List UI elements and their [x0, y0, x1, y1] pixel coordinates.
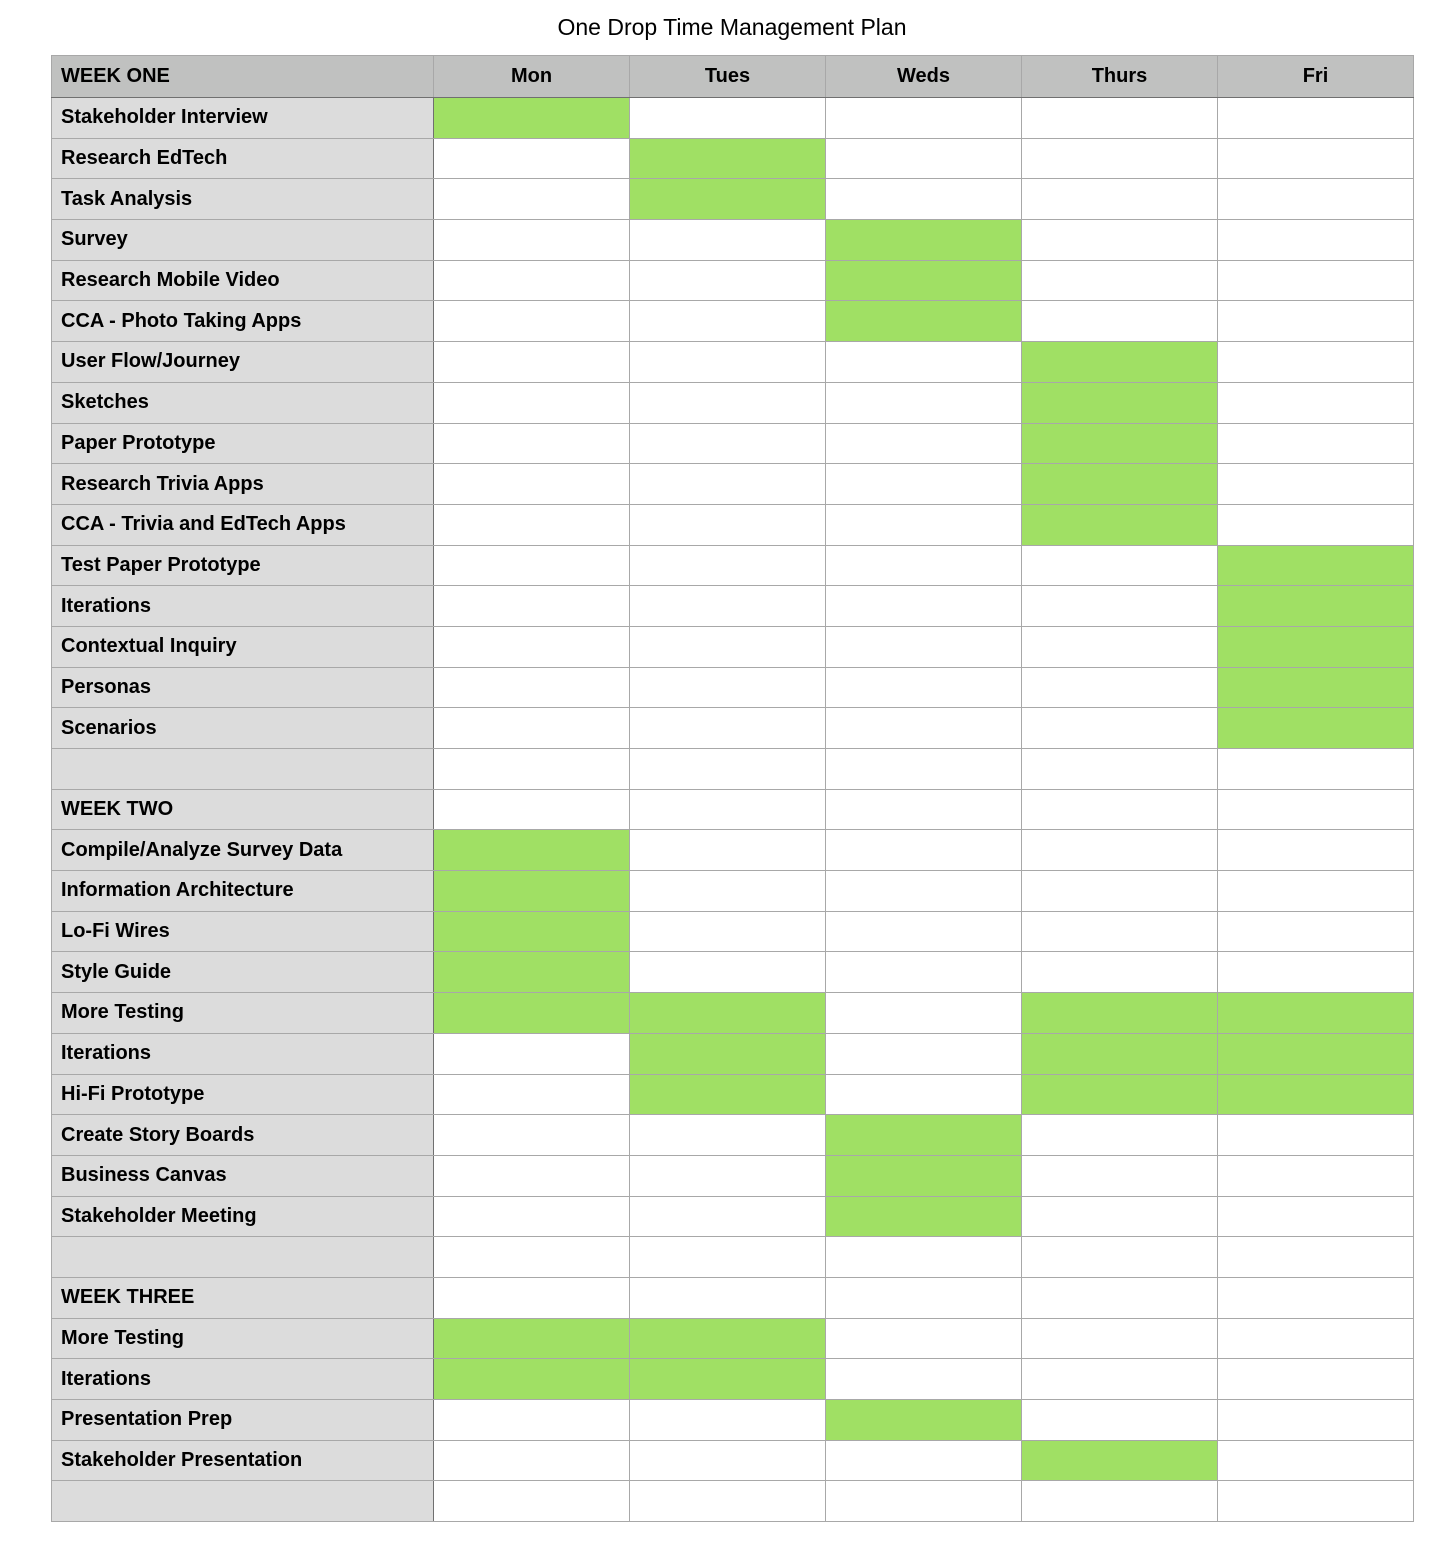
table-row — [52, 1115, 1414, 1156]
empty-cell-thurs[interactable] — [1022, 667, 1218, 708]
scheduled-cell-mon[interactable] — [434, 871, 630, 912]
empty-cell-fri[interactable] — [1218, 952, 1414, 993]
empty-cell-fri[interactable] — [1218, 1318, 1414, 1359]
empty-cell-tues[interactable] — [630, 1440, 826, 1481]
empty-cell-tues[interactable] — [630, 1196, 826, 1237]
empty-cell-tues[interactable] — [630, 708, 826, 749]
scheduled-cell-mon[interactable] — [434, 830, 630, 871]
schedule-table — [51, 55, 1414, 1522]
empty-cell-tues[interactable] — [630, 586, 826, 627]
table-row — [52, 423, 1414, 464]
task-label-cell[interactable]: Paper Prototype — [52, 423, 434, 464]
scheduled-cell-fri[interactable] — [1218, 1074, 1414, 1115]
task-label-cell[interactable]: Research Trivia Apps — [52, 464, 434, 505]
empty-cell-weds[interactable] — [826, 667, 1022, 708]
task-label-cell[interactable]: CCA - Trivia and EdTech Apps — [52, 504, 434, 545]
scheduled-cell-tues[interactable] — [630, 179, 826, 220]
empty-cell-mon[interactable] — [434, 749, 630, 790]
empty-cell-thurs[interactable] — [1022, 1115, 1218, 1156]
empty-cell-tues[interactable] — [630, 1237, 826, 1278]
scheduled-cell-mon[interactable] — [434, 1359, 630, 1400]
empty-cell-thurs[interactable] — [1022, 1481, 1218, 1522]
scheduled-cell-thurs[interactable] — [1022, 342, 1218, 383]
task-label-cell[interactable] — [52, 749, 434, 790]
empty-cell-mon[interactable] — [434, 179, 630, 220]
scheduled-cell-mon[interactable] — [434, 993, 630, 1034]
empty-cell-weds[interactable] — [826, 586, 1022, 627]
empty-cell-mon[interactable] — [434, 1033, 630, 1074]
table-row — [52, 1277, 1414, 1318]
task-label-cell[interactable]: Contextual Inquiry — [52, 626, 434, 667]
scheduled-cell-thurs[interactable] — [1022, 1074, 1218, 1115]
empty-cell-thurs[interactable] — [1022, 911, 1218, 952]
empty-cell-thurs[interactable] — [1022, 220, 1218, 261]
table-row — [52, 1359, 1414, 1400]
scheduled-cell-weds[interactable] — [826, 1400, 1022, 1441]
scheduled-cell-fri[interactable] — [1218, 993, 1414, 1034]
empty-cell-thurs[interactable] — [1022, 179, 1218, 220]
empty-cell-tues[interactable] — [630, 504, 826, 545]
schedule-body — [52, 98, 1414, 1522]
task-label-cell[interactable]: Personas — [52, 667, 434, 708]
table-row — [52, 830, 1414, 871]
empty-cell-fri[interactable] — [1218, 830, 1414, 871]
empty-cell-thurs[interactable] — [1022, 1196, 1218, 1237]
empty-cell-fri[interactable] — [1218, 871, 1414, 912]
empty-cell-weds[interactable] — [826, 993, 1022, 1034]
table-row — [52, 1196, 1414, 1237]
empty-cell-fri[interactable] — [1218, 342, 1414, 383]
task-label-cell[interactable]: Stakeholder Interview — [52, 98, 434, 139]
table-row — [52, 911, 1414, 952]
empty-cell-weds[interactable] — [826, 1318, 1022, 1359]
empty-cell-tues[interactable] — [630, 1277, 826, 1318]
empty-cell-fri[interactable] — [1218, 789, 1414, 830]
empty-cell-tues[interactable] — [630, 667, 826, 708]
table-row — [52, 545, 1414, 586]
empty-cell-weds[interactable] — [826, 911, 1022, 952]
scheduled-cell-thurs[interactable] — [1022, 464, 1218, 505]
empty-cell-tues[interactable] — [630, 749, 826, 790]
table-row — [52, 1481, 1414, 1522]
empty-cell-weds[interactable] — [826, 1481, 1022, 1522]
empty-cell-thurs[interactable] — [1022, 626, 1218, 667]
header-cell-thurs[interactable]: Thurs — [1022, 56, 1218, 98]
scheduled-cell-tues[interactable] — [630, 1074, 826, 1115]
empty-cell-weds[interactable] — [826, 545, 1022, 586]
table-row — [52, 586, 1414, 627]
scheduled-cell-fri[interactable] — [1218, 545, 1414, 586]
task-label-cell[interactable]: Lo-Fi Wires — [52, 911, 434, 952]
empty-cell-tues[interactable] — [630, 952, 826, 993]
scheduled-cell-tues[interactable] — [630, 993, 826, 1034]
scheduled-cell-weds[interactable] — [826, 1196, 1022, 1237]
scheduled-cell-thurs[interactable] — [1022, 504, 1218, 545]
table-row — [52, 749, 1414, 790]
header-cell-fri[interactable]: Fri — [1218, 56, 1414, 98]
task-label-cell[interactable]: Information Architecture — [52, 871, 434, 912]
scheduled-cell-thurs[interactable] — [1022, 1440, 1218, 1481]
empty-cell-mon[interactable] — [434, 1196, 630, 1237]
empty-cell-thurs[interactable] — [1022, 138, 1218, 179]
empty-cell-fri[interactable] — [1218, 464, 1414, 505]
scheduled-cell-fri[interactable] — [1218, 667, 1414, 708]
table-row — [52, 667, 1414, 708]
task-label-cell[interactable]: Iterations — [52, 1359, 434, 1400]
table-row — [52, 1400, 1414, 1441]
scheduled-cell-mon[interactable] — [434, 98, 630, 139]
table-row — [52, 220, 1414, 261]
empty-cell-mon[interactable] — [434, 586, 630, 627]
empty-cell-tues[interactable] — [630, 342, 826, 383]
empty-cell-mon[interactable] — [434, 1115, 630, 1156]
empty-cell-fri[interactable] — [1218, 98, 1414, 139]
empty-cell-mon[interactable] — [434, 1074, 630, 1115]
empty-cell-weds[interactable] — [826, 1359, 1022, 1400]
empty-cell-weds[interactable] — [826, 789, 1022, 830]
empty-cell-mon[interactable] — [434, 342, 630, 383]
task-label-cell[interactable]: Iterations — [52, 1033, 434, 1074]
task-label-cell[interactable]: WEEK THREE — [52, 1277, 434, 1318]
table-row — [52, 464, 1414, 505]
empty-cell-thurs[interactable] — [1022, 749, 1218, 790]
empty-cell-thurs[interactable] — [1022, 545, 1218, 586]
empty-cell-mon[interactable] — [434, 301, 630, 342]
task-label-cell[interactable] — [52, 1237, 434, 1278]
empty-cell-thurs[interactable] — [1022, 871, 1218, 912]
empty-cell-thurs[interactable] — [1022, 260, 1218, 301]
empty-cell-mon[interactable] — [434, 504, 630, 545]
scheduled-cell-fri[interactable] — [1218, 708, 1414, 749]
empty-cell-weds[interactable] — [826, 1033, 1022, 1074]
empty-cell-fri[interactable] — [1218, 1277, 1414, 1318]
scheduled-cell-tues[interactable] — [630, 1318, 826, 1359]
task-label-cell[interactable]: WEEK TWO — [52, 789, 434, 830]
task-label-cell[interactable]: Hi-Fi Prototype — [52, 1074, 434, 1115]
empty-cell-fri[interactable] — [1218, 1481, 1414, 1522]
empty-cell-tues[interactable] — [630, 1400, 826, 1441]
scheduled-cell-thurs[interactable] — [1022, 1033, 1218, 1074]
table-row — [52, 1440, 1414, 1481]
empty-cell-weds[interactable] — [826, 871, 1022, 912]
empty-cell-tues[interactable] — [630, 871, 826, 912]
task-label-cell[interactable]: Survey — [52, 220, 434, 261]
empty-cell-weds[interactable] — [826, 504, 1022, 545]
empty-cell-fri[interactable] — [1218, 749, 1414, 790]
task-label-cell[interactable]: CCA - Photo Taking Apps — [52, 301, 434, 342]
empty-cell-thurs[interactable] — [1022, 1155, 1218, 1196]
task-label-cell[interactable]: Stakeholder Meeting — [52, 1196, 434, 1237]
empty-cell-fri[interactable] — [1218, 220, 1414, 261]
empty-cell-thurs[interactable] — [1022, 952, 1218, 993]
empty-cell-weds[interactable] — [826, 382, 1022, 423]
empty-cell-weds[interactable] — [826, 464, 1022, 505]
empty-cell-fri[interactable] — [1218, 504, 1414, 545]
scheduled-cell-weds[interactable] — [826, 1155, 1022, 1196]
empty-cell-tues[interactable] — [630, 220, 826, 261]
header-cell-weds[interactable]: Weds — [826, 56, 1022, 98]
task-label-cell[interactable]: Research Mobile Video — [52, 260, 434, 301]
scheduled-cell-tues[interactable] — [630, 1033, 826, 1074]
empty-cell-weds[interactable] — [826, 1074, 1022, 1115]
empty-cell-weds[interactable] — [826, 179, 1022, 220]
empty-cell-thurs[interactable] — [1022, 1237, 1218, 1278]
empty-cell-thurs[interactable] — [1022, 830, 1218, 871]
scheduled-cell-tues[interactable] — [630, 138, 826, 179]
scheduled-cell-mon[interactable] — [434, 952, 630, 993]
empty-cell-tues[interactable] — [630, 1481, 826, 1522]
task-label-cell[interactable]: Test Paper Prototype — [52, 545, 434, 586]
table-row — [52, 708, 1414, 749]
scheduled-cell-thurs[interactable] — [1022, 382, 1218, 423]
empty-cell-weds[interactable] — [826, 342, 1022, 383]
empty-cell-tues[interactable] — [630, 1155, 826, 1196]
table-row — [52, 260, 1414, 301]
table-row — [52, 789, 1414, 830]
table-row — [52, 301, 1414, 342]
table-row — [52, 1318, 1414, 1359]
empty-cell-mon[interactable] — [434, 220, 630, 261]
table-row — [52, 952, 1414, 993]
task-label-cell[interactable]: More Testing — [52, 1318, 434, 1359]
scheduled-cell-mon[interactable] — [434, 911, 630, 952]
empty-cell-fri[interactable] — [1218, 179, 1414, 220]
empty-cell-fri[interactable] — [1218, 423, 1414, 464]
scheduled-cell-mon[interactable] — [434, 1318, 630, 1359]
empty-cell-weds[interactable] — [826, 830, 1022, 871]
task-label-cell[interactable]: Research EdTech — [52, 138, 434, 179]
scheduled-cell-fri[interactable] — [1218, 626, 1414, 667]
empty-cell-thurs[interactable] — [1022, 1359, 1218, 1400]
scheduled-cell-weds[interactable] — [826, 1115, 1022, 1156]
scheduled-cell-weds[interactable] — [826, 301, 1022, 342]
empty-cell-fri[interactable] — [1218, 1115, 1414, 1156]
empty-cell-mon[interactable] — [434, 138, 630, 179]
task-label-cell[interactable]: Business Canvas — [52, 1155, 434, 1196]
empty-cell-tues[interactable] — [630, 911, 826, 952]
empty-cell-mon[interactable] — [434, 545, 630, 586]
empty-cell-weds[interactable] — [826, 1440, 1022, 1481]
task-label-cell[interactable]: Sketches — [52, 382, 434, 423]
header-row — [52, 56, 1414, 98]
empty-cell-fri[interactable] — [1218, 1359, 1414, 1400]
empty-cell-tues[interactable] — [630, 260, 826, 301]
empty-cell-tues[interactable] — [630, 301, 826, 342]
empty-cell-weds[interactable] — [826, 749, 1022, 790]
task-label-cell[interactable]: Create Story Boards — [52, 1115, 434, 1156]
task-label-cell[interactable]: Presentation Prep — [52, 1400, 434, 1441]
table-row — [52, 179, 1414, 220]
empty-cell-mon[interactable] — [434, 708, 630, 749]
scheduled-cell-fri[interactable] — [1218, 1033, 1414, 1074]
empty-cell-thurs[interactable] — [1022, 1318, 1218, 1359]
empty-cell-weds[interactable] — [826, 952, 1022, 993]
scheduled-cell-weds[interactable] — [826, 220, 1022, 261]
table-row — [52, 138, 1414, 179]
empty-cell-thurs[interactable] — [1022, 789, 1218, 830]
empty-cell-mon[interactable] — [434, 1237, 630, 1278]
empty-cell-weds[interactable] — [826, 708, 1022, 749]
task-label-cell[interactable]: Scenarios — [52, 708, 434, 749]
empty-cell-tues[interactable] — [630, 423, 826, 464]
empty-cell-fri[interactable] — [1218, 382, 1414, 423]
page-title: One Drop Time Management Plan — [557, 14, 907, 40]
empty-cell-fri[interactable] — [1218, 138, 1414, 179]
empty-cell-thurs[interactable] — [1022, 98, 1218, 139]
empty-cell-weds[interactable] — [826, 423, 1022, 464]
table-row — [52, 1237, 1414, 1278]
table-row — [52, 342, 1414, 383]
header-cell-week[interactable]: WEEK ONE — [52, 56, 434, 98]
task-label-cell[interactable]: More Testing — [52, 993, 434, 1034]
empty-cell-tues[interactable] — [630, 464, 826, 505]
empty-cell-tues[interactable] — [630, 1115, 826, 1156]
table-row — [52, 382, 1414, 423]
table-row — [52, 993, 1414, 1034]
empty-cell-thurs[interactable] — [1022, 1277, 1218, 1318]
scheduled-cell-fri[interactable] — [1218, 586, 1414, 627]
empty-cell-thurs[interactable] — [1022, 1400, 1218, 1441]
empty-cell-fri[interactable] — [1218, 301, 1414, 342]
empty-cell-tues[interactable] — [630, 830, 826, 871]
scheduled-cell-tues[interactable] — [630, 1359, 826, 1400]
table-row — [52, 871, 1414, 912]
empty-cell-thurs[interactable] — [1022, 708, 1218, 749]
empty-cell-weds[interactable] — [826, 138, 1022, 179]
empty-cell-mon[interactable] — [434, 667, 630, 708]
task-label-cell[interactable]: User Flow/Journey — [52, 342, 434, 383]
empty-cell-mon[interactable] — [434, 1155, 630, 1196]
empty-cell-fri[interactable] — [1218, 1237, 1414, 1278]
empty-cell-mon[interactable] — [434, 423, 630, 464]
header-cell-tues[interactable]: Tues — [630, 56, 826, 98]
empty-cell-mon[interactable] — [434, 260, 630, 301]
scheduled-cell-thurs[interactable] — [1022, 993, 1218, 1034]
empty-cell-weds[interactable] — [826, 98, 1022, 139]
table-row — [52, 504, 1414, 545]
empty-cell-fri[interactable] — [1218, 1400, 1414, 1441]
empty-cell-mon[interactable] — [434, 1400, 630, 1441]
empty-cell-fri[interactable] — [1218, 260, 1414, 301]
scheduled-cell-thurs[interactable] — [1022, 423, 1218, 464]
table-row — [52, 98, 1414, 139]
empty-cell-fri[interactable] — [1218, 1440, 1414, 1481]
empty-cell-fri[interactable] — [1218, 911, 1414, 952]
header-cell-mon[interactable]: Mon — [434, 56, 630, 98]
empty-cell-mon[interactable] — [434, 1440, 630, 1481]
empty-cell-fri[interactable] — [1218, 1155, 1414, 1196]
empty-cell-fri[interactable] — [1218, 1196, 1414, 1237]
task-label-cell[interactable]: Style Guide — [52, 952, 434, 993]
task-label-cell[interactable]: Iterations — [52, 586, 434, 627]
empty-cell-tues[interactable] — [630, 382, 826, 423]
empty-cell-tues[interactable] — [630, 98, 826, 139]
empty-cell-mon[interactable] — [434, 789, 630, 830]
empty-cell-weds[interactable] — [826, 1277, 1022, 1318]
table-row — [52, 626, 1414, 667]
task-label-cell[interactable]: Task Analysis — [52, 179, 434, 220]
empty-cell-thurs[interactable] — [1022, 586, 1218, 627]
table-row — [52, 1155, 1414, 1196]
empty-cell-mon[interactable] — [434, 382, 630, 423]
table-row — [52, 1033, 1414, 1074]
empty-cell-thurs[interactable] — [1022, 301, 1218, 342]
task-label-cell[interactable]: Compile/Analyze Survey Data — [52, 830, 434, 871]
empty-cell-weds[interactable] — [826, 626, 1022, 667]
empty-cell-weds[interactable] — [826, 1237, 1022, 1278]
task-label-cell[interactable] — [52, 1481, 434, 1522]
empty-cell-mon[interactable] — [434, 1277, 630, 1318]
empty-cell-mon[interactable] — [434, 1481, 630, 1522]
empty-cell-tues[interactable] — [630, 789, 826, 830]
scheduled-cell-weds[interactable] — [826, 260, 1022, 301]
empty-cell-tues[interactable] — [630, 545, 826, 586]
task-label-cell[interactable]: Stakeholder Presentation — [52, 1440, 434, 1481]
empty-cell-mon[interactable] — [434, 626, 630, 667]
empty-cell-mon[interactable] — [434, 464, 630, 505]
empty-cell-tues[interactable] — [630, 626, 826, 667]
table-row — [52, 1074, 1414, 1115]
